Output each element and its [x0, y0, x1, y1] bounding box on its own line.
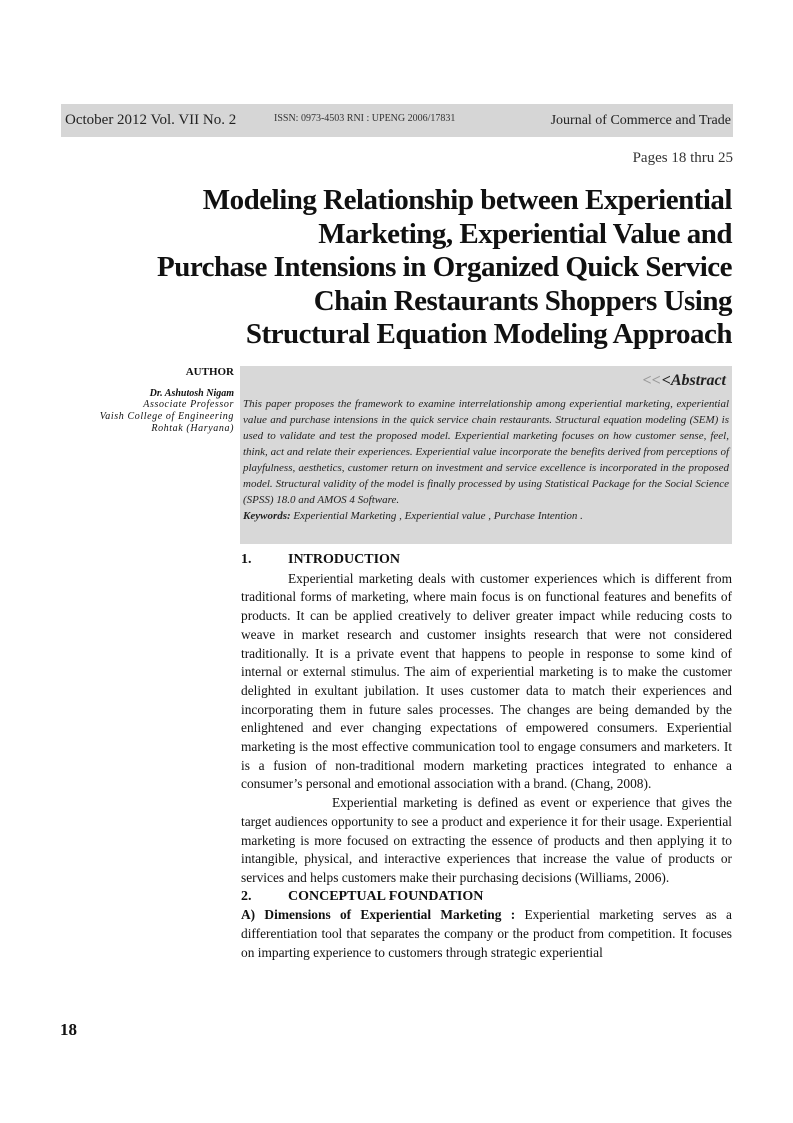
section-heading [241, 551, 732, 570]
keywords-list: Experiential Marketing , Experiential value , Purchase Intention . [290, 510, 583, 522]
issn-info: ISSN: 0973-4503 RNI : UPENG 2006/17831 [274, 113, 456, 124]
section-number: 1. [241, 552, 252, 567]
author-heading: AUTHOR [185, 366, 234, 378]
abstract-box [240, 366, 732, 544]
page-range: Pages 18 thru 25 [632, 150, 733, 166]
title-line: Chain Restaurants Shoppers Using [313, 284, 732, 317]
title-line: Structural Equation Modeling Approach [245, 318, 732, 350]
section-number: 2. [241, 888, 252, 904]
section-introduction [241, 551, 732, 962]
journal-header-bar [61, 104, 733, 137]
author-name: Dr. Ashutosh Nigam [149, 388, 234, 399]
keywords-label: Keywords: [243, 510, 291, 522]
abstract-body: This paper proposes the framework to examine interrelationship among experiential marketing, experiential value and purchase intensions in the quick service chain restaurants. Structural equation modeling (SEM) is used to validate and test the proposed model. Experiential marketing focuses on how customer sense, feel, think, act and relate their experiences. Experiential value incorporate the benefits derived from perceptions of playfulness, aesthetics, customer return on investment and service excellence is incorporated in the proposed model. Structural validity of the model is finally processed by using Statistical Package for the Social Science (SPSS) 18.0 and AMOS 4 Software. [243, 398, 729, 506]
paragraph: Experiential marketing deals with customer experiences which is different from traditional forms of marketing, where main focus is on functional features and benefits of products. It can be applied creatively to deliver greater impact while reducing costs to weave in market research and customer insights research that were not considered traditionally. It is a private event that happens to people in response to some kind of internal or external stimulus. The aim of experiential marketing is to make the customer delighted in exultant jubilation. It uses customer data to match their experiences and incorporating them in future sales processes. The changes are being demanded by the enlightened and ever changing expectations of empowered consumers. Experiential marketing is the most effective communication tool to engage consumers and marketers. It is a fusion of non-traditional modern marketing practices integrated to enhance a consumer’s personal and emotional association with a brand. (Chang, 2008). [241, 570, 732, 792]
paragraph: Experiential marketing is defined as event or experience that gives the target audiences opportunity to see a product and experience it for their usage. Experiential marketing is more focused on extracting the essence of products and then applying it to intangible, physical, and interactive experiences that increase the value of products or services and helps customers make their purchasing decisions (Williams, 2006). [241, 795, 732, 885]
paragraph [241, 906, 732, 962]
abstract-heading [643, 372, 726, 390]
section-title: CONCEPTUAL FOUNDATION [288, 888, 484, 904]
section-heading [241, 888, 732, 907]
subsection-text: Experiential marketing serves as a differentiation tool that separates the company or the product from competition. It focuses on imparting experience to customers through strategic experiential [241, 907, 732, 960]
abstract-title: <Abstract [661, 372, 726, 389]
author-position: Associate Professor [143, 399, 234, 410]
author-college: Vaish College of Engineering [99, 411, 234, 422]
author-location: Rohtak (Haryana) [151, 423, 234, 434]
author-block [60, 366, 234, 435]
paper-title [60, 184, 732, 352]
journal-name: Journal of Commerce and Trade [550, 113, 731, 128]
title-line: Modeling Relationship between Experiential [202, 184, 732, 216]
double-chevron-left-icon: << [642, 372, 661, 389]
subsection-label: A) Dimensions of Experiential Marketing : [241, 907, 516, 923]
title-line: Marketing, Experiential Value and [318, 217, 732, 250]
page-number: 18 [60, 1020, 77, 1039]
title-line: Purchase Intensions in Organized Quick Service [156, 251, 732, 283]
abstract-text [243, 396, 729, 524]
section-title: INTRODUCTION [288, 552, 401, 567]
issue-info: October 2012 Vol. VII No. 2 [65, 112, 237, 128]
